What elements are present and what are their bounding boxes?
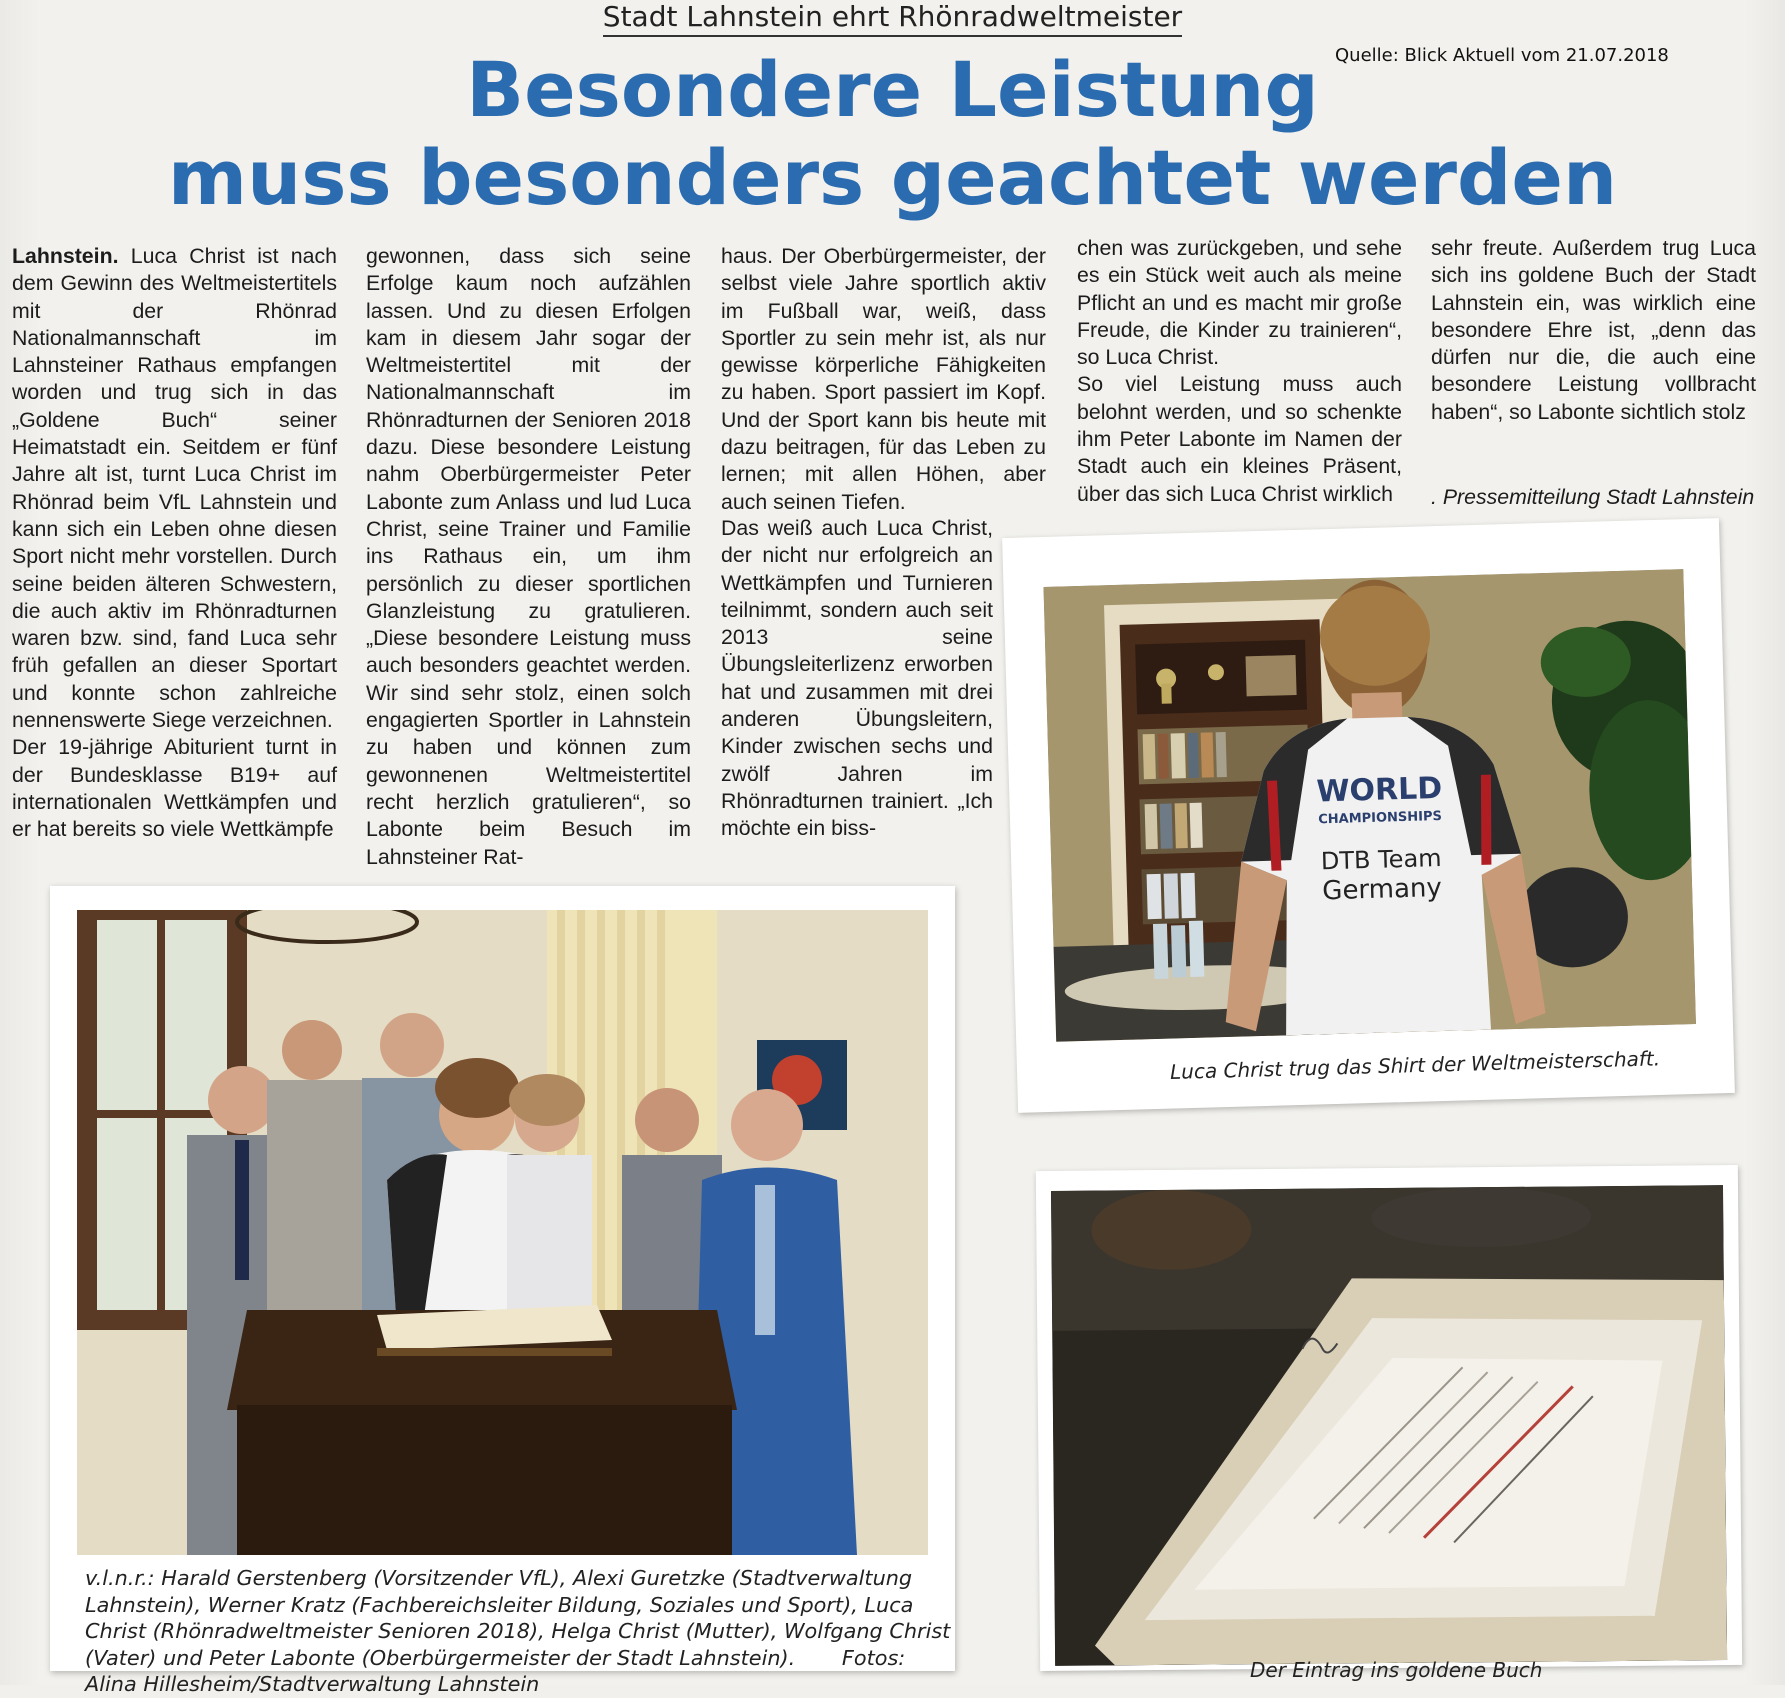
shirt-print-germany: Germany — [1321, 872, 1443, 907]
photo-shirt-image — [1043, 569, 1695, 1042]
headline-line-2: muss besonders geachtet werden — [167, 133, 1618, 222]
photo-group-image — [77, 910, 928, 1555]
shirt-print-world: WORLD — [1315, 770, 1443, 810]
article-paragraph: sehr freute. Außerdem trug Luca sich ins goldene Buch der Stadt Lahnstein ein, was wirklich eine besondere Ehre ist, „denn das dürfen nur die, die auch eine besondere Leistung vollbracht haben“, so Labonte sichtlich stolz — [1431, 236, 1756, 424]
source-note: Quelle: Blick Aktuell vom 21.07.2018 — [1335, 45, 1669, 66]
photo-caption-book: Der Eintrag ins goldene Buch — [1250, 1658, 1543, 1682]
article-paragraph: gewonnen, dass sich seine Erfolge kaum noch aufzählen lassen. Und zu diesen Erfolgen kam in diesem Jahr sogar der Weltmeistertitel mit der Nationalmannschaft im Rhönradturnen der Senioren 2018 dazu. Diese besondere Leistung nahm Oberbürgermeister Peter Labonte zum Anlass und lud Luca Christ, seine Trainer und Familie ins Rathaus ein, um ihm persönlich zu dieser sportlichen Glanzleistung zu gratulieren. „Diese besondere Leistung muss auch besonders geachtet werden. Wir sind sehr stolz, einen solch engagierten Sportler in Lahnstein zu haben und können zum gewonnenen Weltmeistertitel recht herzlich gratulieren“, so Labonte beim Besuch im Lahnsteiner Rat- — [366, 244, 691, 869]
article-paragraph: haus. Der Oberbürgermeister, der selbst viele Jahre sportlich aktiv im Fußball war, weiß, dass Sportler zu sein mehr ist, als nur gewisse körperliche Fähigkeiten zu haben. Sport passiert im Kopf. Und der Sport kann bis heute mit dazu beitragen, für das Leben zu lernen; mit allen Höhen, aber auch seinen Tiefen. — [721, 244, 1046, 514]
photo-group — [77, 910, 928, 1555]
article-text: Luca Christ ist nach dem Gewinn des Weltmeistertitels mit der Rhönrad Nationalmannschaft im Lahnsteiner Rathaus empfangen worden und trug sich in das „Goldene Buch“ seiner Heimatstadt ein. Seitdem er fünf Jahre alt ist, turnt Luca Christ im Rhönrad beim VfL Lahnstein und kann sich ein Leben ohne diesen Sport nicht mehr vorstellen. Durch seine beiden älteren Schwestern, die auch aktiv im Rhönradturnen waren bzw. sind, fand Luca sehr früh gefallen an dieser Sportart und konnte schon zahlreiche nennenswerte Siege verzeichnen. — [12, 244, 337, 733]
article-paragraph: So viel Leistung muss auch belohnt werden, und so schenkte ihm Peter Labonte im Namen der Stadt auch ein kleines Präsent, über das sich Luca Christ wirklich — [1077, 372, 1402, 506]
photo-caption-group-text: v.l.n.r.: Harald Gerstenberg (Vorsitzender VfL), Alexi Guretzke (Stadtverwaltung Lahnstein), Werner Kratz (Fachbereichsleiter Bildung, Soziales und Sport), Luca Christ (Rhönradweltmeister Senioren 2018), Helga Christ (Mutter), Wolfgang Christ (Vater) und Peter Labonte (Oberbürgermeister der Stadt Lahnstein). — [85, 1566, 951, 1670]
dateline: Lahnstein. — [12, 244, 119, 268]
photo-card-shirt — [1002, 518, 1735, 1113]
article-column-5 — [1431, 235, 1756, 511]
photo-caption-group — [85, 1565, 955, 1698]
photo-book — [1051, 1185, 1727, 1666]
headline-line-1: Besondere Leistung — [466, 45, 1319, 134]
photo-caption-shirt: Luca Christ trug das Shirt der Weltmeisterschaft. — [1169, 1046, 1661, 1084]
press-credit: . Pressemitteilung Stadt Lahnstein — [1431, 485, 1755, 510]
kicker-text: Stadt Lahnstein ehrt Rhönradweltmeister — [603, 0, 1182, 37]
article-column-3-continued — [721, 515, 993, 843]
article-paragraph — [12, 243, 337, 734]
article-paragraph: Das weiß auch Luca Christ, der nicht nur erfolgreich an Wettkämpfen und Turnieren teilnimmt, sondern auch seit 2013 seine Übungsleiterlizenz erworben hat und zusammen mit drei anderen Übungsleitern, Kinder zwischen sechs und zwölf Jahren im Rhönradturnen trainiert. „Ich möchte ein biss- — [721, 516, 993, 841]
photo-shirt — [1043, 569, 1695, 1042]
photo-card-book — [1036, 1165, 1742, 1671]
article-column-1 — [12, 243, 337, 844]
article-paragraph: chen was zurückgeben, und sehe es ein Stück weit auch als meine Pflicht an und es macht mir große Freude, die Kinder zu trainieren“, so Luca Christ. — [1077, 236, 1402, 370]
article-column-3 — [721, 243, 1046, 516]
shirt-print-team: DTB Team — [1320, 843, 1442, 876]
article-column-2 — [366, 243, 691, 871]
kicker — [0, 0, 1785, 33]
article-column-4 — [1077, 235, 1402, 508]
shirt-print-championships: CHAMPIONSHIPS — [1318, 808, 1443, 828]
article-paragraph: Der 19-jährige Abiturient turnt in der Bundesklasse B19+ auf internationalen Wettkämpfen und er hat bereits so viele Wettkämpfe — [12, 735, 337, 842]
photo-card-group — [50, 886, 955, 1671]
photo-credit: Fotos: Alina Hillesheim/Stadtverwaltung Lahnstein — [85, 1645, 906, 1696]
photo-book-image — [1051, 1185, 1727, 1666]
